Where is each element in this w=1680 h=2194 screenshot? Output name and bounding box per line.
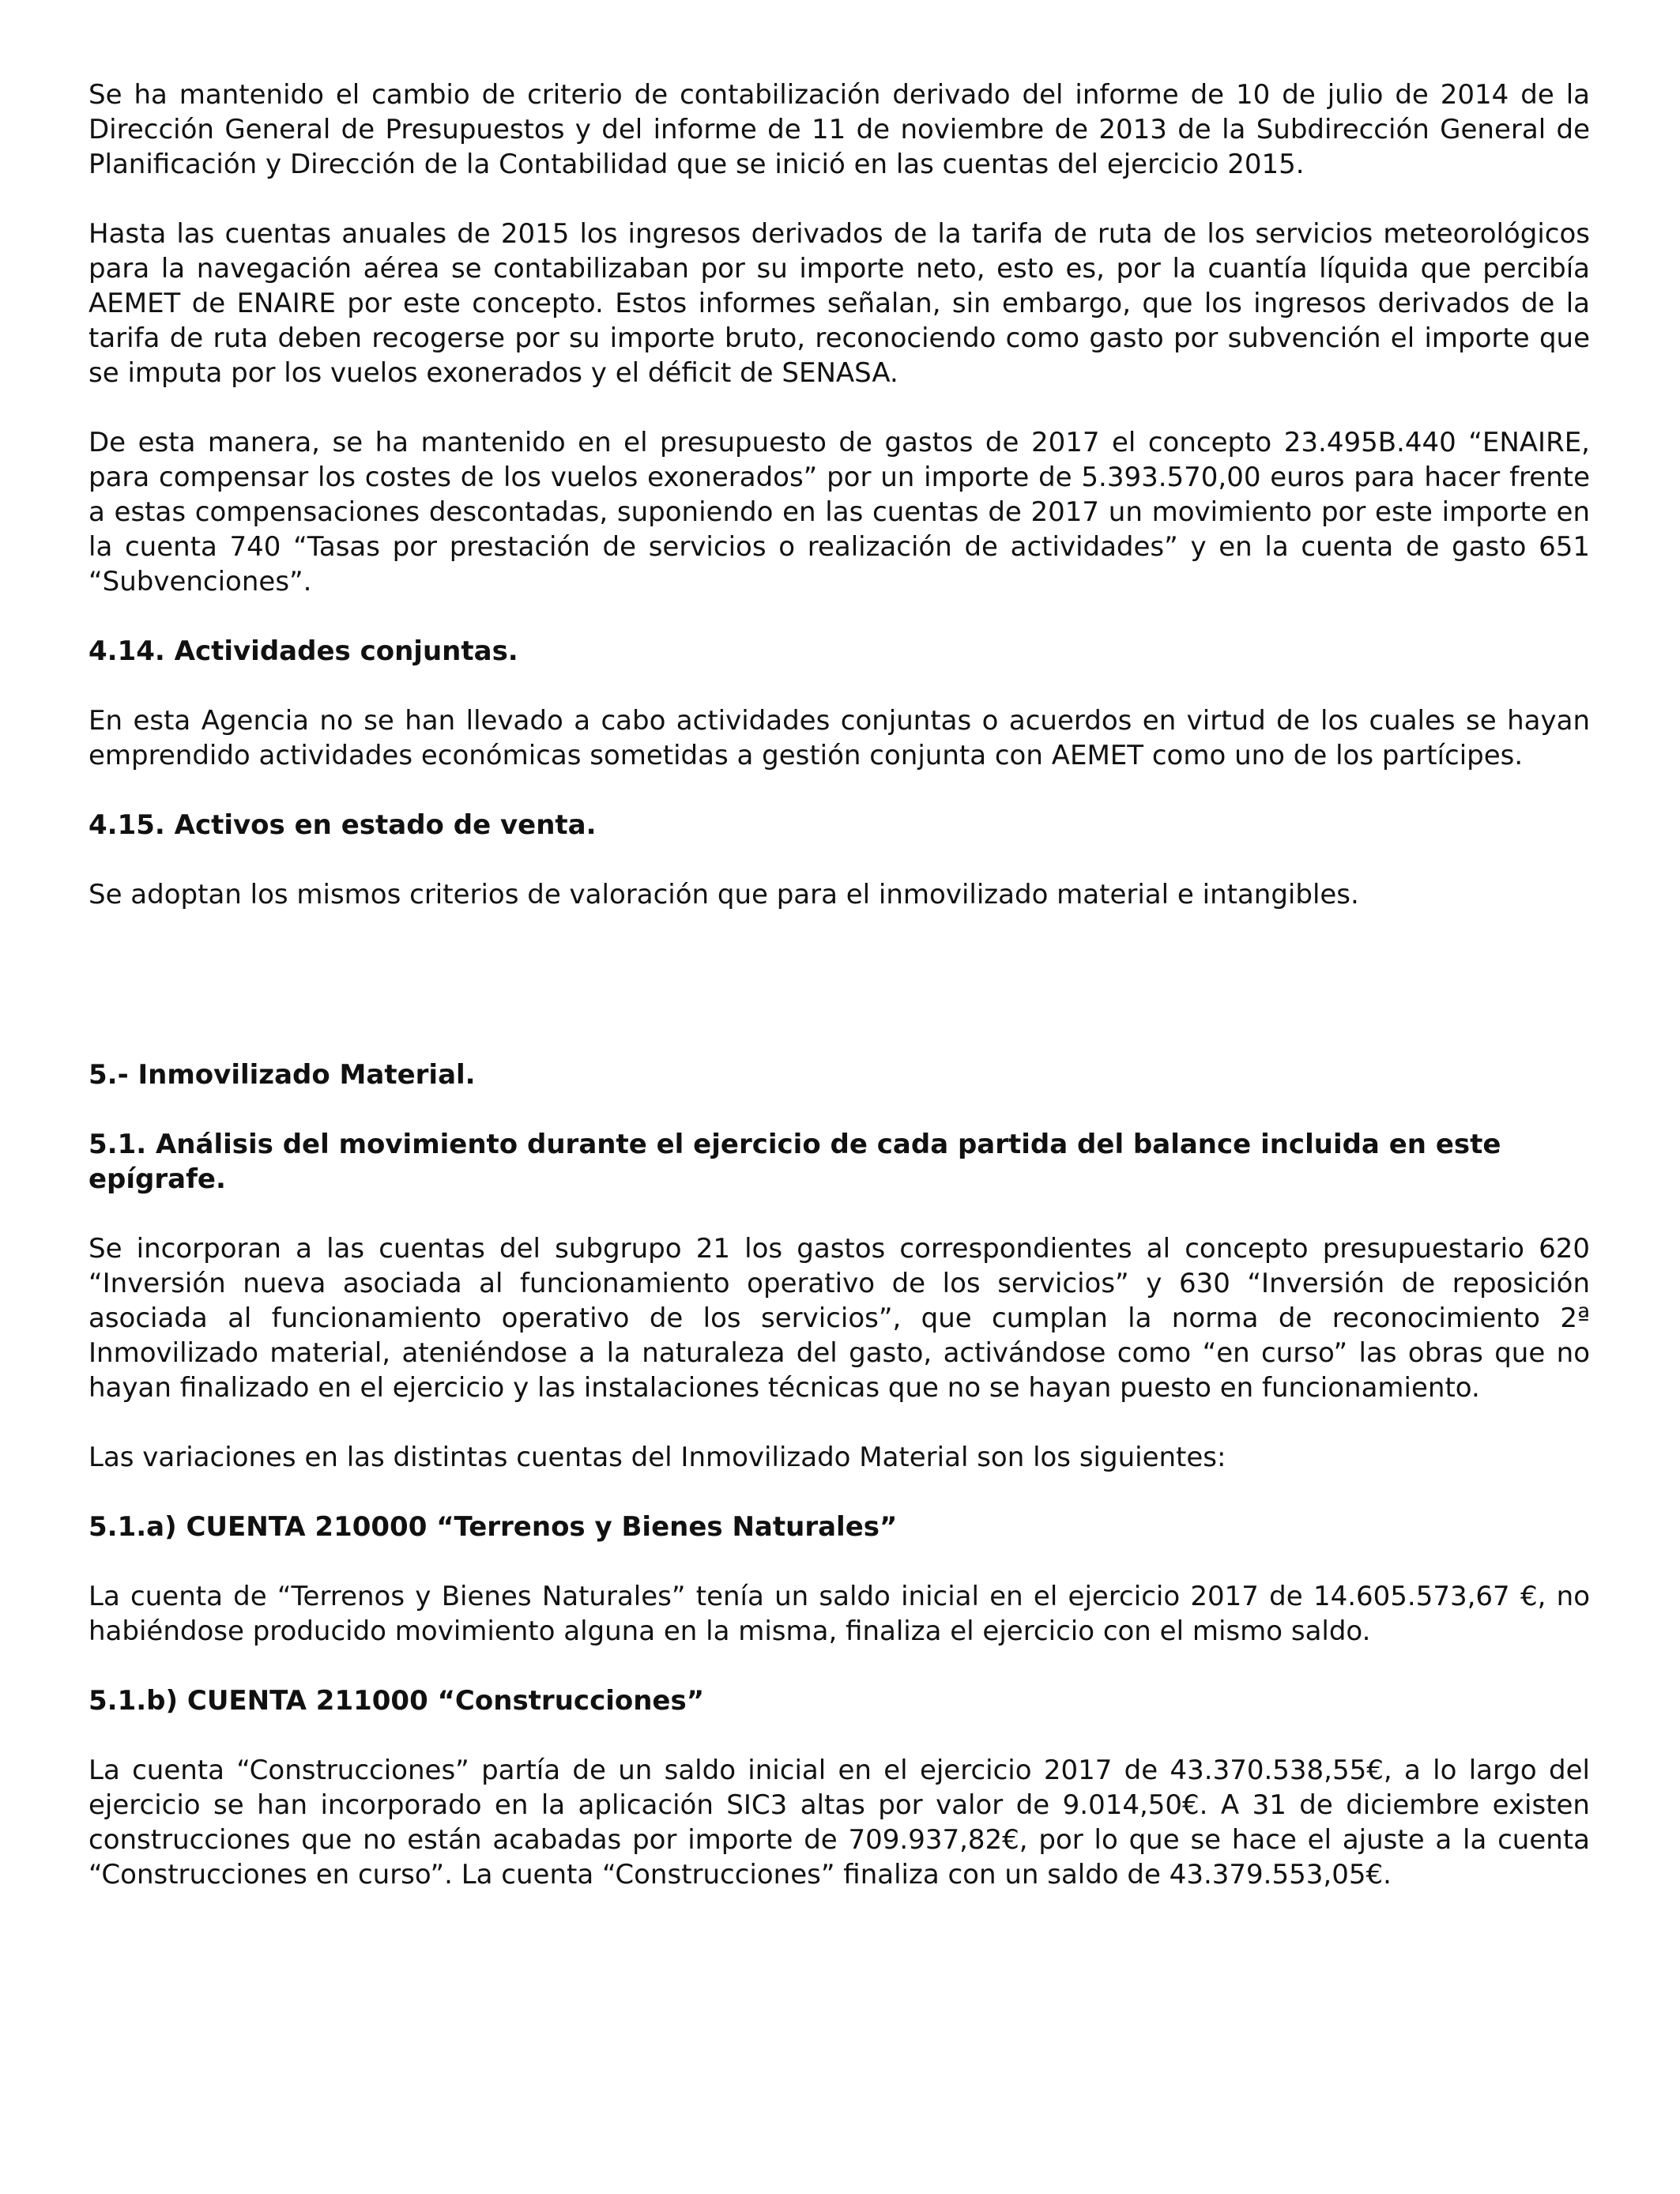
section-spacer — [89, 947, 1590, 1057]
paragraph-criterio-contabilizacion: Se ha mantenido el cambio de criterio de contabilización derivado del informe de 10 de julio de 2014 de la Dirección General de Presupuestos y del informe de 11 de noviembre de 2013 de la Subdirección General de Planificación y Dirección de la Contabilidad que se inició en las cuentas del ejercicio 2015. — [89, 79, 1590, 180]
heading-5-1-a: 5.1.a) CUENTA 210000 “Terrenos y Bienes Naturales” — [89, 1511, 898, 1543]
paragraph-actividades-conjuntas: En esta Agencia no se han llevado a cabo actividades conjuntas o acuerdos en virtud de los cuales se hayan emprendido actividades económicas sometidas a gestión conjunta con AEMET como uno de los partícipes. — [89, 705, 1590, 771]
document-page — [89, 77, 1590, 1927]
heading-5-1: 5.1. Análisis del movimiento durante el ejercicio de cada partida del balance incluida en este epígrafe. — [89, 1129, 1501, 1195]
paragraph-variaciones: Las variaciones en las distintas cuentas del Inmovilizado Material son los siguientes: — [89, 1442, 1226, 1473]
paragraph-tarifa-ruta: Hasta las cuentas anuales de 2015 los ingresos derivados de la tarifa de ruta de los servicios meteorológicos para la navegación aérea se contabilizaban por su importe neto, esto es, por la cuantía líquida que percibía AEMET de ENAIRE por este concepto. Estos informes señalan, sin embargo, que los ingresos derivados de la tarifa de ruta deben recogerse por su importe bruto, reconociendo como gasto por subvención el importe que se imputa por los vuelos exonerados y el déficit de SENASA. — [89, 218, 1590, 389]
paragraph-construcciones: La cuenta “Construcciones” partía de un saldo inicial en el ejercicio 2017 de 43.370.538,55€, a lo largo del ejercicio se han incorporado en la aplicación SIC3 altas por valor de 9.014,50€. A 31 de diciembre existen construcciones que no están acabadas por importe de 709.937,82€, por lo que se hace el ajuste a la cuenta “Construcciones en curso”. La cuenta “Construcciones” finaliza con un saldo de 43.379.553,05€. — [89, 1755, 1590, 1891]
heading-4-14: 4.14. Actividades conjuntas. — [89, 635, 518, 667]
paragraph-enaire-concepto: De esta manera, se ha mantenido en el presupuesto de gastos de 2017 el concepto 23.495B.440 “ENAIRE, para compensar los costes de los vuelos exonerados” por un importe de 5.393.570,00 euros para hacer frente a estas compensaciones descontadas, suponiendo en las cuentas de 2017 un movimiento por este importe en la cuenta 740 “Tasas por prestación de servicios o realización de actividades” y en la cuenta de gasto 651 “Subvenciones”. — [89, 427, 1590, 598]
heading-5: 5.- Inmovilizado Material. — [89, 1059, 476, 1091]
heading-4-15: 4.15. Activos en estado de venta. — [89, 809, 597, 841]
paragraph-subgrupo-21: Se incorporan a las cuentas del subgrupo 21 los gastos correspondientes al concepto presupuestario 620 “Inversión nueva asociada al funcionamiento operativo de los servicios” y 630 “Inversión de reposición asociada al funcionamiento operativo de los servicios”, que cumplan la norma de reconocimiento 2ª Inmovilizado material, ateniéndose a la naturaleza del gasto, activándose como “en curso” las obras que no hayan finalizado en el ejercicio y las instalaciones técnicas que no se hayan puesto en funcionamiento. — [89, 1233, 1590, 1404]
paragraph-terrenos: La cuenta de “Terrenos y Bienes Naturales” tenía un saldo inicial en el ejercicio 2017 de 14.605.573,67 €, no habiéndose producido movimiento alguna en la misma, finaliza el ejercicio con el mismo saldo. — [89, 1581, 1590, 1647]
paragraph-activos-venta: Se adoptan los mismos criterios de valoración que para el inmovilizado material e intangibles. — [89, 879, 1359, 910]
heading-5-1-b: 5.1.b) CUENTA 211000 “Construcciones” — [89, 1685, 705, 1717]
